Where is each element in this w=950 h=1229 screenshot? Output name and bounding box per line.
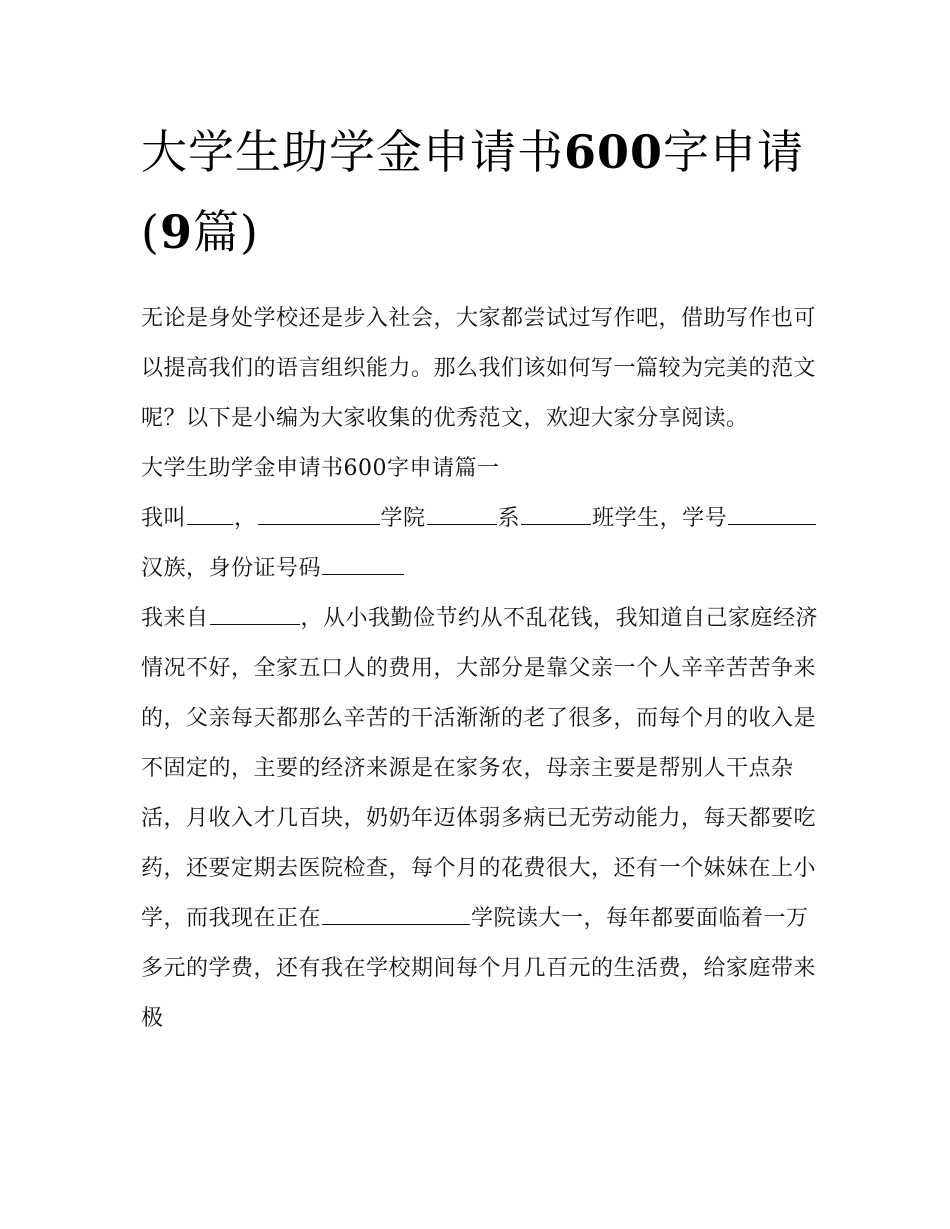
form-text: ，	[234, 506, 257, 531]
student-id-blank	[728, 502, 816, 525]
form-text: 汉族，身份证号码	[141, 556, 322, 581]
applicant-info-line	[141, 494, 821, 594]
body-text: ，从小我勤俭节约从不乱花钱，我知道自己家庭经济情况不好，全家五口人的费用，大部分是靠父亲一个人辛辛苦苦争来的，父亲每天都那么辛苦的干活渐渐的老了很多，而每个月的收入是不固定的，主要的经济来源是在家务农，母亲主要是帮别人干点杂活，月收入才几百块，奶奶年迈体弱多病已无劳动能力，每天都要吃药，还要定期去医院检查，每个月的花费很大，还有一个妹妹在上小学，而我现在正在	[141, 606, 819, 931]
department-blank	[427, 502, 497, 525]
name-blank	[187, 502, 233, 525]
section-heading: 大学生助学金申请书600字申请篇一	[141, 456, 500, 481]
college-blank	[258, 502, 380, 525]
id-card-blank	[322, 552, 404, 575]
title-text-part2: 字申请(	[141, 125, 805, 259]
document-content	[141, 112, 821, 1044]
hometown-blank	[210, 602, 300, 625]
college-name-blank	[322, 902, 470, 925]
form-text: 我叫	[141, 506, 187, 531]
body-text: 学院读大一，每年都要面临着一万多元的学费，还有我在学校期间每个月几百元的生活费，给家庭带来极	[141, 906, 817, 1031]
body-paragraph	[141, 594, 821, 1044]
title-text-part3: 篇)	[192, 205, 259, 259]
title-number: 600	[564, 125, 664, 179]
document-title	[141, 112, 821, 272]
title-count: 9	[159, 205, 193, 259]
form-text: 学院	[380, 506, 426, 531]
intro-paragraph: 无论是身处学校还是步入社会，大家都尝试过写作吧，借助写作也可以提高我们的语言组织能力。那么我们该如何写一篇较为完美的范文呢？以下是小编为大家收集的优秀范文，欢迎大家分享阅读。	[141, 306, 817, 431]
form-text: 系	[497, 506, 521, 531]
form-text: 班学生，学号	[592, 506, 728, 531]
title-text-part1: 大学生助学金申请书	[141, 125, 564, 179]
class-blank	[521, 502, 591, 525]
body-text: 我来自	[141, 606, 209, 631]
